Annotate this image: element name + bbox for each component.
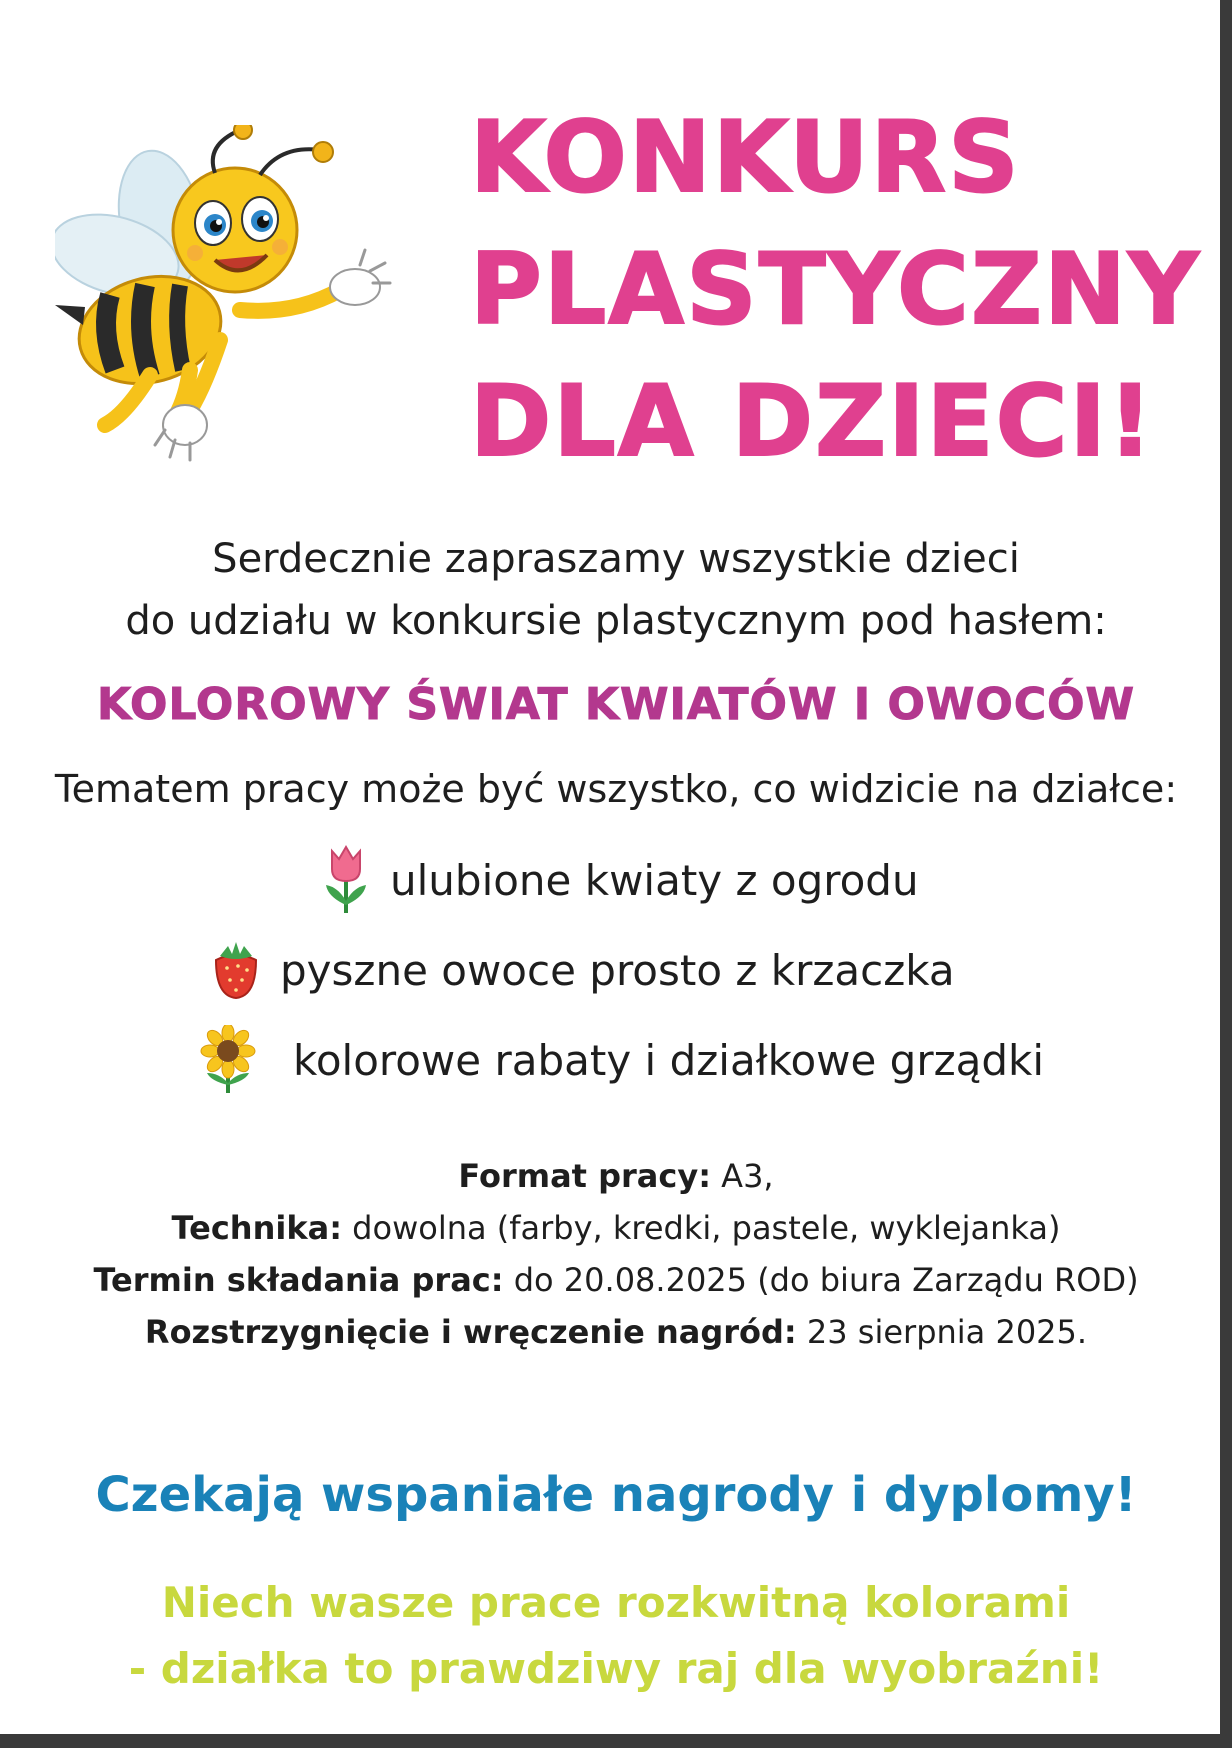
format-value: A3, [711,1157,774,1195]
tulip-icon [322,845,370,915]
topic-item-flowers [322,845,919,915]
prizes-text: Czekają wspaniałe nagrody i dyplomy! [95,1467,1137,1523]
contest-details [0,1150,1232,1358]
bee-illustration [55,125,425,490]
theme-intro: Tematem pracy może być wszystko, co widzicie na działce: [54,767,1178,811]
intro-line-1: Serdecznie zapraszamy wszystkie dzieci [212,536,1020,582]
poster-title [470,92,1210,488]
closing-text [0,1570,1232,1702]
strawberry-icon [212,940,260,1000]
intro-text [0,528,1232,652]
detail-format [0,1150,1232,1202]
closing-line-1: Niech wasze prace rozkwitną kolorami [161,1578,1071,1627]
topic-text-flowers: ulubione kwiaty z ogrodu [390,855,919,905]
topic-item-fruits [212,935,955,1005]
intro-line-2: do udziału w konkursie plastycznym pod hasłem: [125,598,1107,644]
topic-item-beds [197,1025,1044,1095]
results-value: 23 sierpnia 2025. [796,1313,1088,1351]
deadline-value: do 20.08.2025 (do biura Zarządu ROD) [503,1261,1139,1299]
detail-deadline [0,1254,1232,1306]
detail-results [0,1306,1232,1358]
technique-value: dowolna (farby, kredki, pastele, wyklejanka) [342,1209,1061,1247]
format-label: Format pracy: [458,1157,711,1195]
closing-line-2: - działka to prawdziwy raj dla wyobraźni! [128,1644,1104,1693]
sunflower-icon [197,1025,259,1095]
detail-technique [0,1202,1232,1254]
title-line-2: PLASTYCZNY [470,233,1201,347]
title-line-1: KONKURS [470,101,1021,215]
title-line-3: DLA DZIECI! [470,365,1155,479]
contest-slogan: KOLOROWY ŚWIAT KWIATÓW I OWOCÓW [96,679,1136,730]
topic-text-fruits: pyszne owoce prosto z krzaczka [280,945,955,995]
technique-label: Technika: [171,1209,342,1247]
results-label: Rozstrzygnięcie i wręczenie nagród: [144,1313,797,1351]
deadline-label: Termin składania prac: [93,1261,504,1299]
topic-text-beds: kolorowe rabaty i działkowe grządki [293,1035,1045,1085]
